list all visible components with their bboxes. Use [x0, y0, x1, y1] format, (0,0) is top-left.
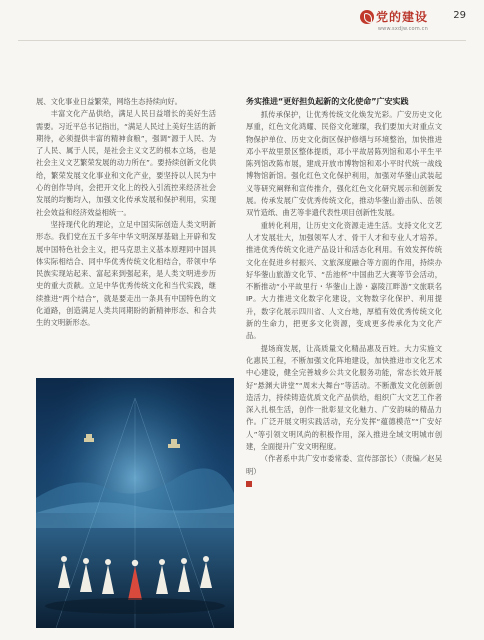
article-end-mark-icon	[246, 481, 252, 487]
author-note: （作者系中共广安市委常委、宣传部部长）（责编／赵吴明）	[246, 454, 442, 476]
paragraph: 坚持现代化的理论，立足中国实际创造人类文明新形态。我们党在五千多年中华文明深厚基础上开辟和发展中国特色社会主义，把马克思主义基本原理同中国具体实际相结合、同中华优秀传统文化相结合，带领中华民族实现站起来、富起来到强起来，是人类文明进步历史的重大贡献。立足中华优秀传统文化和当代实践，继续推进“两个结合”，就是要走出一条具有中国特色的文化道路，创造满足人类共同期盼的新精神形态、和合共生的文明新形态。	[36, 219, 216, 328]
right-column	[246, 96, 442, 490]
left-column	[36, 96, 216, 330]
page-number: 29	[453, 10, 466, 21]
paragraph: 重转化利用，让历史文化资源走进生活。支持文化文艺人才发展壮大，加强领军人才、骨干人才和专业人才培养。推进优秀传统文化进产品设计和活态化利用。有效发挥传统文化在促进乡村振兴、文旅深度融合等方面的作用，持续办好华蓥山旅游文化节、“岳池杯”中国曲艺大赛等节会活动，不断推动“小平故里行・华蓥山上游・嘉陵江畔游”文旅联名IP。大力推进文化数字化建设，文物数字化保护、利用提升，数字化展示四川省、人文台地，厚植有效优秀传统文化新的生命力，把更多文化资源，变成更多传承化为文化产品。	[246, 220, 442, 341]
party-emblem-icon	[360, 10, 374, 24]
paragraph: 丰富文化产品供给，满足人民日益增长的美好生活需要。习近平总书记指出，“满足人民过上美好生活的新期待，必须提供丰富的精神食粮”，强调“源于人民、为了人民、属于人民，是社会主义文艺的根本立场，也是社会主义文艺繁荣发展的动力所在”。要持续创新文化供给，繁荣发展文化事业和文化产业，要坚持以人民为中心的创作导向，会把开文化上的投入引流控来经济社会发展的均衡均入，加强文化传承发展和保护利用，实现社会效益和经济效益相统一。	[36, 109, 216, 217]
journal-logo	[360, 8, 428, 32]
paragraph: 提场商发展，让高质量文化精品惠及百姓。大力实施文化惠民工程，不断加强文化阵地建设，加快推进市文化艺术中心建设，健全完善城乡公共文化服务功能，常态长效开展好“悬渊大讲堂”“周末大舞台”等活动。不断激发文化创新创造活力，持续铸造优质文化产品供给，组织广大文艺工作者深入扎根生活，创作一批彰显文化魅力、广安韵味的精品力作。广泛开展文明实践活动，充分发挥“蕴德模范”“广安好人”等引领文明风尚的积极作用，深入推进全域文明城市创建，全面提升广安文明程度。	[246, 343, 442, 452]
journal-website: www.sxdjw.com.cn	[377, 26, 428, 32]
journal-title: 党的建设	[375, 10, 428, 24]
section-heading: 务实推进“更好担负起新的文化使命”广安实践	[246, 97, 409, 106]
stage-scene-illustration	[36, 378, 234, 628]
stage-performance-photo	[36, 378, 234, 628]
paragraph: 展、文化事业日益繁荣，网络生态持续向好。	[36, 97, 182, 106]
paragraph: 抓传承保护，让优秀传统文化焕发光彩。广安历史文化厚重，红色文化鸿耀、民俗文化璀璨，我们要加大对重点文物保护单位、历史文化街区保护修缮与环境整治，加快推进邓小平故里景区整体提质，邓小平故居陈列馆和邓小平生平陈列馆改陈布展，建成开放市博物馆和邓小平时代统一战线博物馆新馆。强化红色文化保护利用，加强对华蓥山武装起义等研究阐释和宣传推介，强化红色文化研究展示和创新发展。传承发展广安优秀传统文化，推动华蓥山游击队、岳领双竹造纸、曲艺等非遗代表性项目创新性发展。	[246, 110, 442, 218]
header-divider	[18, 40, 466, 41]
